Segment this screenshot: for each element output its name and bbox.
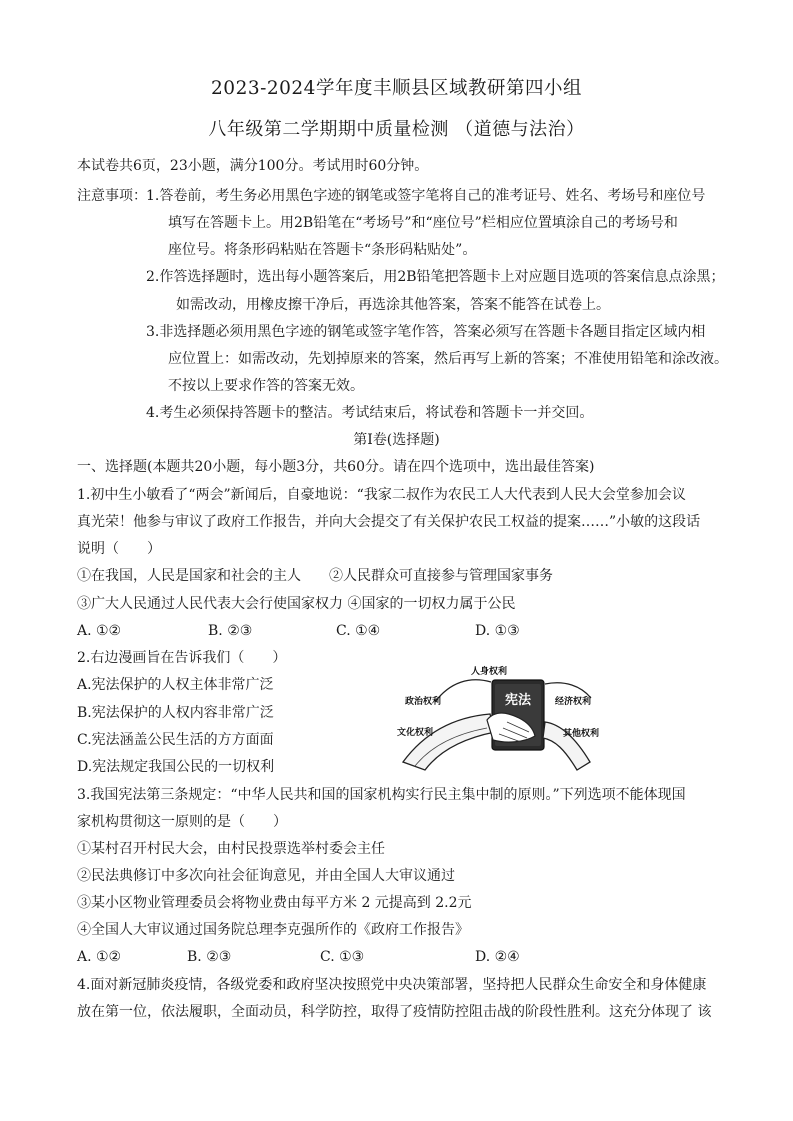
- exam-title: 2023-2024学年度丰顺县区域教研第四小组: [211, 78, 582, 99]
- q1-item-line-1: ①在我国，人民是国家和社会的主人 ②人民群众可直接参与管理国家事务: [77, 568, 553, 584]
- q2-option-b: B.宪法保护的人权内容非常广泛: [77, 705, 274, 721]
- note-3-line-2: 应位置上：如需改动，先划掉原来的答案，然后再写上新的答案；不准使用铅笔和涂改液。: [168, 351, 728, 367]
- q1-option-d: D. ①③: [475, 623, 520, 639]
- label-political-rights: 政治权利: [405, 697, 442, 707]
- exam-intro: 本试卷共6页，23小题，满分100分。考试用时60分钟。: [77, 158, 429, 174]
- cartoon-drawing: [395, 662, 610, 772]
- q1-stem-line-1: 1.初中生小敏看了“两会”新闻后，自豪地说：“我家二叔作为农民工人大代表到人民大会堂参加会议: [77, 487, 686, 503]
- q1-stem-line-3: 说明（ ）: [77, 541, 161, 557]
- q1-option-b: B. ②③: [208, 623, 253, 639]
- note-4: 4.考生必须保持答题卡的整洁。考试结束后，将试卷和答题卡一并交回。: [146, 405, 594, 421]
- section-title: 第Ⅰ卷(选择题): [353, 432, 440, 448]
- constitution-cartoon: [395, 662, 610, 772]
- note-3-line-1: 3.非选择题必须用黑色字迹的钢笔或签字笔作答，答案必须写在答题卡各题目指定区域内相: [146, 324, 706, 340]
- note-1-line-3: 座位号。将条形码粘贴在答题卡“条形码粘贴处”。: [168, 242, 477, 258]
- q3-option-d: D. ②④: [475, 949, 520, 965]
- label-other-rights: 其他权利: [563, 729, 600, 739]
- q4-stem-line-1: 4.面对新冠肺炎疫情，各级党委和政府坚决按照党中央决策部署，坚持把人民群众生命安全和身体健康: [77, 977, 707, 993]
- q3-option-c: C. ①③: [320, 949, 365, 965]
- label-personal-rights: 人身权利: [471, 667, 508, 677]
- label-economic-rights: 经济权利: [555, 697, 592, 707]
- q3-option-a: A. ①②: [77, 949, 122, 965]
- q1-item-line-2: ③广大人民通过人民代表大会行使国家权力 ④国家的一切权力属于公民: [77, 596, 516, 612]
- q2-option-c: C.宪法涵盖公民生活的方方面面: [77, 732, 274, 748]
- q3-stem-line-2: 家机构贯彻这一原则的是（ ）: [77, 814, 287, 830]
- q1-stem-line-2: 真光荣！他参与审议了政府工作报告，并向大会提交了有关保护农民工权益的提案……”小敏的这段话: [77, 514, 701, 530]
- q3-item-4: ④全国人大审议通过国务院总理李克强所作的《政府工作报告》: [77, 922, 469, 938]
- q2-stem: 2.右边漫画旨在告诉我们（ ）: [77, 650, 287, 666]
- q3-stem-line-1: 3.我国宪法第三条规定：“中华人民共和国的国家机构实行民主集中制的原则。”下列选项不能体现国: [77, 787, 686, 803]
- q1-option-a: A. ①②: [77, 623, 122, 639]
- q3-item-2: ②民法典修订中多次向社会征询意见，并由全国人大审议通过: [77, 868, 455, 884]
- note-1-line-2: 填写在答题卡上。用2B铅笔在“考场号”和“座位号”栏相应位置填涂自己的考场号和: [168, 215, 678, 231]
- book-title: 宪法: [504, 693, 532, 708]
- q2-option-d: D.宪法规定我国公民的一切权利: [77, 759, 275, 775]
- note-3-line-3: 不按以上要求作答的答案无效。: [168, 378, 364, 394]
- label-cultural-rights: 文化权利: [397, 728, 434, 738]
- note-2-line-2: 如需改动，用橡皮擦干净后，再选涂其他答案，答案不能答在试卷上。: [176, 297, 610, 313]
- note-1-line-1: 1.答卷前，考生务必用黑色字迹的钢笔或签字笔将自己的准考证号、姓名、考场号和座位号: [146, 188, 706, 204]
- note-2-line-1: 2.作答选择题时，选出每小题答案后，用2B铅笔把答题卡上对应题目选项的答案信息点涂黑；: [146, 269, 725, 285]
- q2-option-a: A.宪法保护的人权主体非常广泛: [77, 677, 274, 693]
- exam-subtitle: 八年级第二学期期中质量检测 （道德与法治）: [208, 119, 585, 140]
- q3-option-b: B. ②③: [187, 949, 232, 965]
- part-title: 一、选择题(本题共20小题，每小题3分，共60分。请在四个选项中，选出最佳答案): [77, 459, 595, 475]
- q4-stem-line-2: 放在第一位，依法履职，全面动员，科学防控，取得了疫情防控阻击战的阶段性胜利。这充分体现了 该: [77, 1004, 712, 1020]
- q3-item-1: ①某村召开村民大会，由村民投票选举村委会主任: [77, 841, 385, 857]
- q1-option-c: C. ①④: [336, 623, 381, 639]
- notes-label: 注意事项：: [77, 188, 147, 204]
- q3-item-3: ③某小区物业管理委员会将物业费由每平方米 2 元提高到 2.2元: [77, 895, 472, 911]
